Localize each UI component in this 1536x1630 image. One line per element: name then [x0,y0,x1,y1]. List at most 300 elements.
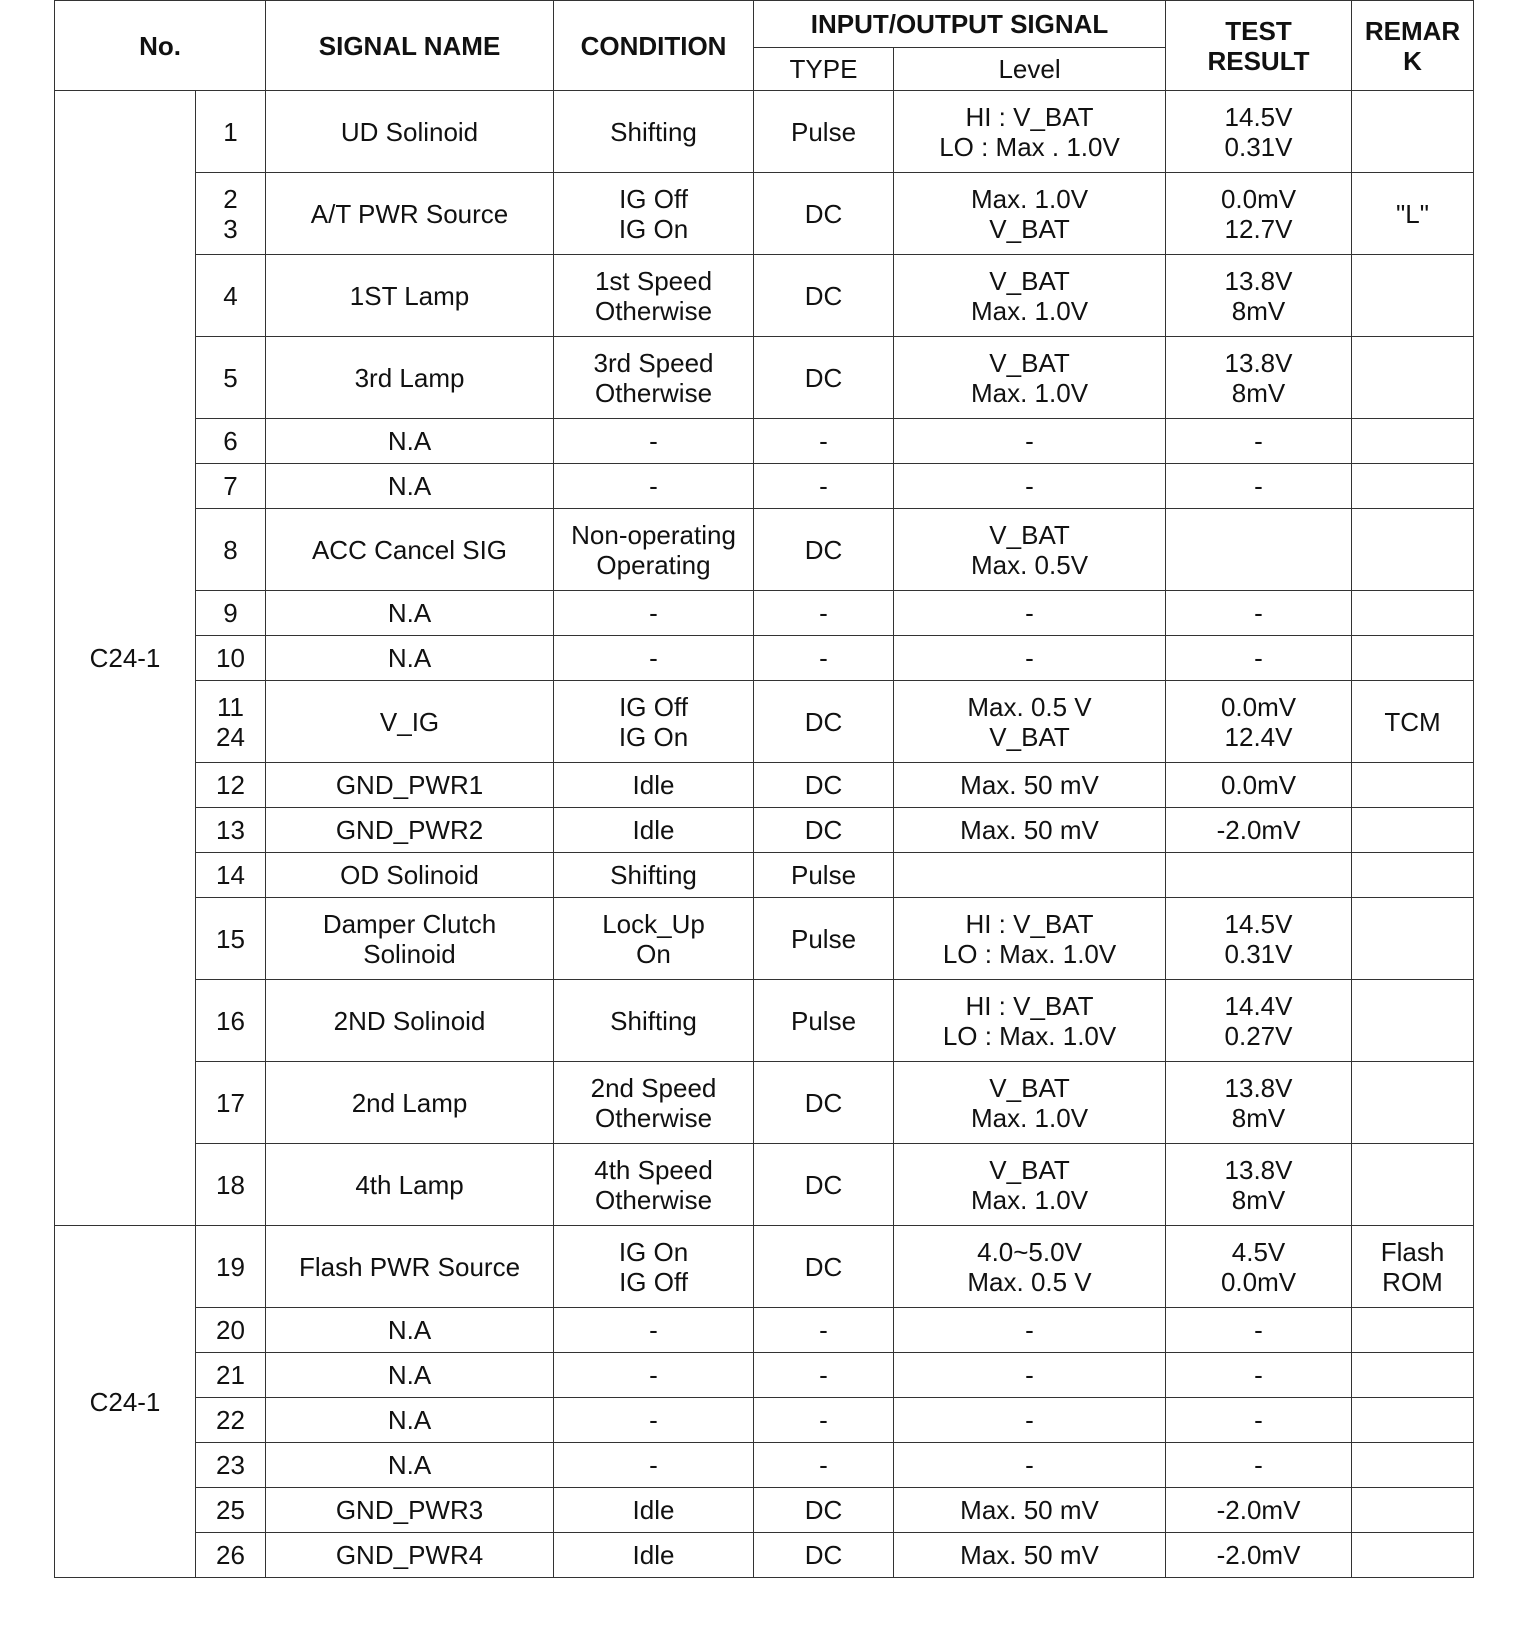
pin-number [196,255,266,337]
signal-name-line: 2nd Lamp [351,1087,468,1118]
remark [1352,91,1474,173]
signal-type: - [754,464,894,509]
signal-type: DC [754,337,894,419]
table-header [55,1,1474,91]
pin-number-line: 8 [223,534,238,565]
test-result-line: -2.0mV [1216,815,1301,845]
test-result [1166,808,1352,853]
condition [554,898,754,980]
test-result-line: 8mV [1231,1184,1286,1215]
signal-type: DC [754,1533,894,1578]
pin-number [196,1226,266,1308]
condition [554,1226,754,1308]
table-row [55,763,1474,808]
signal-name-line: Damper Clutch [322,908,497,939]
signal-name [266,337,554,419]
test-result-line: 13.8V [1224,1072,1293,1103]
signal-name-line: GND_PWR1 [335,770,484,800]
table-row [55,1488,1474,1533]
condition-line: IG On [618,721,689,752]
signal-name-line: 4th Lamp [355,1169,464,1200]
signal-name-line: 2ND Solinoid [333,1005,486,1036]
condition [554,591,754,636]
pin-number [196,1398,266,1443]
pin-number-line: 4 [223,280,238,311]
pin-number-line: 15 [216,923,245,954]
remark [1352,464,1474,509]
signal-type: - [754,636,894,681]
test-result-line: - [1254,1450,1263,1480]
remark [1352,853,1474,898]
signal-level [894,464,1166,509]
signal-name [266,636,554,681]
signal-level [894,1353,1166,1398]
pin-number [196,509,266,591]
table-row [55,681,1474,763]
signal-level-line: Max. 1.0V [970,1102,1089,1133]
signal-level [894,1144,1166,1226]
pin-number [196,591,266,636]
test-result [1166,91,1352,173]
signal-type: Pulse [754,980,894,1062]
condition-line: Idle [632,770,675,800]
table-row [55,1308,1474,1353]
pin-number-line: 14 [216,860,245,890]
pin-number [196,337,266,419]
pin-number-line: 22 [216,1405,245,1435]
signal-name [266,255,554,337]
test-result [1166,1308,1352,1353]
header-level: Level [894,48,1166,91]
remark [1352,808,1474,853]
table-row [55,1062,1474,1144]
signal-type: - [754,1443,894,1488]
signal-name-line: Solinoid [363,938,456,969]
signal-level-line: V_BAT [989,721,1070,752]
condition [554,255,754,337]
condition [554,681,754,763]
signal-level-line: Max. 1.0V [970,183,1089,214]
pin-number-line: 18 [216,1169,245,1200]
test-result-line: 12.7V [1224,213,1293,244]
signal-name [266,808,554,853]
header-remark-line: REMAR [1364,15,1461,46]
signal-type: - [754,1308,894,1353]
header-signal-name: SIGNAL NAME [266,1,554,91]
signal-name-line: 1ST Lamp [349,280,470,311]
condition [554,91,754,173]
test-result-line: -2.0mV [1216,1495,1301,1525]
signal-name-line: ACC Cancel SIG [311,534,508,565]
condition-line: Idle [632,1495,675,1525]
signal-level [894,853,1166,898]
signal-level-line: Max. 0.5 V [967,691,1092,722]
pin-number-line: 26 [216,1540,245,1570]
remark [1352,173,1474,255]
signal-level-line: HI : V_BAT [965,990,1094,1021]
test-result-line: 0.0mV [1220,691,1297,722]
signal-name-line: N.A [387,471,432,501]
test-result-line: 0.0mV [1220,183,1297,214]
test-result [1166,419,1352,464]
remark [1352,636,1474,681]
test-result [1166,1144,1352,1226]
signal-type: Pulse [754,91,894,173]
signal-level [894,1398,1166,1443]
signal-level [894,173,1166,255]
test-result-line: - [1254,1315,1263,1345]
pin-number [196,1443,266,1488]
table-row [55,636,1474,681]
condition [554,173,754,255]
condition-line: Otherwise [594,1102,713,1133]
signal-level-line: Max. 50 mV [960,770,1099,800]
pin-number-line: 19 [216,1251,245,1282]
condition-line: - [649,1450,658,1480]
condition [554,1308,754,1353]
signal-name-line: GND_PWR2 [335,815,484,845]
signal-name [266,1353,554,1398]
condition-line: - [649,1360,658,1390]
condition-line: Shifting [610,1005,697,1036]
signal-level-line: Max. 1.0V [970,377,1089,408]
signal-level [894,255,1166,337]
condition-line: 4th Speed [594,1154,713,1185]
condition-line: Idle [632,1540,675,1570]
condition-line: IG Off [619,691,688,722]
signal-level-line: - [1025,1315,1034,1345]
remark [1352,1353,1474,1398]
table-row [55,808,1474,853]
condition-line: 1st Speed [594,265,713,296]
signal-level [894,419,1166,464]
pin-number [196,1308,266,1353]
pin-number-line: 2 [223,183,238,214]
remark [1352,1488,1474,1533]
signal-level-line: LO : Max. 1.0V [942,938,1117,969]
condition-line: Operating [596,549,711,580]
pin-number [196,980,266,1062]
table-row [55,337,1474,419]
test-result-line: - [1254,1360,1263,1390]
test-result [1166,1226,1352,1308]
signal-name [266,91,554,173]
signal-level-line: V_BAT [989,1154,1070,1185]
condition [554,1533,754,1578]
signal-level-line: Max. 50 mV [960,815,1099,845]
condition-line: IG On [618,1236,689,1267]
signal-name [266,464,554,509]
test-result-line: 8mV [1231,377,1286,408]
table-row [55,1353,1474,1398]
header-test-result-line: RESULT [1207,45,1310,76]
remark-line: Flash [1380,1236,1445,1267]
test-result [1166,898,1352,980]
remark [1352,509,1474,591]
test-result [1166,255,1352,337]
signal-level-line: LO : Max . 1.0V [939,131,1120,162]
condition [554,853,754,898]
remark [1352,255,1474,337]
pin-number [196,173,266,255]
test-result [1166,1533,1352,1578]
remark [1352,1533,1474,1578]
signal-level-line: V_BAT [989,265,1070,296]
condition-line: - [649,1315,658,1345]
test-result [1166,853,1352,898]
test-result [1166,464,1352,509]
signal-name [266,1144,554,1226]
signal-level [894,1308,1166,1353]
pin-number-line: 9 [223,598,238,628]
header-test-result-line: TEST [1225,15,1292,46]
condition-line: Otherwise [594,377,713,408]
remark-line: ROM [1382,1266,1443,1297]
signal-level-line: Max. 0.5 V [967,1266,1092,1297]
condition-line: Otherwise [594,295,713,326]
condition [554,808,754,853]
remark [1352,1398,1474,1443]
signal-level-line: Max. 1.0V [970,1184,1089,1215]
signal-name [266,898,554,980]
remark [1352,1308,1474,1353]
signal-level [894,898,1166,980]
signal-type: DC [754,1144,894,1226]
signal-level-line: LO : Max. 1.0V [942,1020,1117,1051]
remark [1352,898,1474,980]
remark [1352,763,1474,808]
signal-name-line: N.A [387,643,432,673]
signal-name-line: OD Solinoid [340,860,479,890]
test-result-line: 14.5V [1224,908,1293,939]
pin-number-line: 11 [217,691,244,722]
signal-level [894,681,1166,763]
signal-level-line: - [1025,1405,1034,1435]
pin-number-line: 23 [216,1450,245,1480]
signal-name [266,763,554,808]
test-result-line: 0.0mV [1220,770,1297,800]
signal-name-line: N.A [387,426,432,456]
condition [554,1488,754,1533]
signal-level-line: - [1025,598,1034,628]
pin-number [196,1488,266,1533]
test-result-line: - [1254,471,1263,501]
signal-level [894,1062,1166,1144]
condition-line: Shifting [610,860,697,890]
table-row [55,255,1474,337]
table-row [55,173,1474,255]
signal-name-line: N.A [387,1405,432,1435]
signal-type: DC [754,1062,894,1144]
signal-name-line: V_IG [379,706,440,737]
signal-name [266,1533,554,1578]
signal-name [266,1443,554,1488]
signal-name-line: Flash PWR Source [298,1251,521,1282]
pin-number-line: 5 [223,362,238,393]
signal-type: - [754,1353,894,1398]
pin-number-line: 3 [223,213,238,244]
test-result-line: 12.4V [1224,721,1293,752]
signal-type: - [754,1398,894,1443]
pin-number-line: 24 [216,721,245,752]
table-row [55,1226,1474,1308]
condition-line: IG On [618,213,689,244]
signal-type: DC [754,1488,894,1533]
signal-name [266,419,554,464]
condition [554,1398,754,1443]
pin-number [196,1533,266,1578]
table-row [55,464,1474,509]
signal-type: - [754,419,894,464]
connector-group-label: C24-1 [55,91,196,1226]
condition-line: - [649,471,658,501]
pin-number-line: 1 [223,116,238,147]
condition-line: - [649,643,658,673]
condition-line: - [649,1405,658,1435]
signal-level-line: - [1025,471,1034,501]
signal-level [894,91,1166,173]
signal-level [894,1226,1166,1308]
remark [1352,681,1474,763]
signal-name-line: N.A [387,598,432,628]
header-remark-line: K [1403,45,1422,76]
test-result [1166,1443,1352,1488]
test-result-line: 13.8V [1224,1154,1293,1185]
signal-name-line: UD Solinoid [340,116,479,147]
test-result [1166,980,1352,1062]
test-result [1166,173,1352,255]
signal-level-line: Max. 50 mV [960,1540,1099,1570]
test-result-line: 13.8V [1224,265,1293,296]
pin-number [196,1353,266,1398]
condition-line: Shifting [610,116,697,147]
pin-number-line: 25 [216,1495,245,1525]
header-type: TYPE [754,48,894,91]
pin-number [196,808,266,853]
table-row [55,1144,1474,1226]
signal-type: - [754,591,894,636]
signal-type: DC [754,1226,894,1308]
signal-name-line: 3rd Lamp [354,362,465,393]
signal-name [266,980,554,1062]
header-no: No. [55,1,266,91]
signal-level [894,1488,1166,1533]
condition [554,1443,754,1488]
condition [554,1062,754,1144]
pin-number [196,636,266,681]
remark-line: TCM [1384,706,1441,737]
test-result-line: - [1254,1405,1263,1435]
signal-name [266,853,554,898]
condition [554,1144,754,1226]
pin-number [196,681,266,763]
pin-number [196,419,266,464]
remark [1352,591,1474,636]
condition [554,509,754,591]
signal-name [266,509,554,591]
pin-number-line: 7 [223,471,238,501]
remark [1352,419,1474,464]
test-result-line: 8mV [1231,295,1286,326]
table-row [55,1443,1474,1488]
signal-type: DC [754,509,894,591]
table-row [55,1533,1474,1578]
pin-number-line: 17 [216,1087,245,1118]
table-row [55,853,1474,898]
condition-line: Lock_Up [602,908,705,939]
pin-number [196,464,266,509]
pin-number-line: 16 [216,1005,245,1036]
header-condition: CONDITION [554,1,754,91]
header-remark [1352,1,1474,91]
signal-level-line: V_BAT [989,1072,1070,1103]
test-result [1166,1398,1352,1443]
pin-number-line: 12 [216,770,245,800]
signal-test-sheet [54,0,1474,1578]
remark [1352,337,1474,419]
test-result [1166,1062,1352,1144]
condition [554,636,754,681]
test-result [1166,591,1352,636]
test-result-line: 13.8V [1224,347,1293,378]
condition-line: IG Off [619,1266,688,1297]
condition [554,419,754,464]
pin-number-line: 13 [216,815,245,845]
signal-name [266,681,554,763]
pin-number-line: 20 [216,1315,245,1345]
signal-name [266,1062,554,1144]
test-result [1166,763,1352,808]
signal-level [894,337,1166,419]
remark [1352,1144,1474,1226]
signal-level-line: - [1025,643,1034,673]
condition-line: IG Off [619,183,688,214]
signal-level-line: V_BAT [989,213,1070,244]
signal-type: DC [754,681,894,763]
signal-name [266,591,554,636]
table-row [55,591,1474,636]
remark [1352,980,1474,1062]
test-result [1166,337,1352,419]
signal-type: DC [754,255,894,337]
signal-level-line: - [1025,1450,1034,1480]
condition [554,1353,754,1398]
remark-line: "L" [1396,198,1429,229]
signal-level [894,980,1166,1062]
test-result-line: 14.4V [1224,990,1293,1021]
pin-number [196,763,266,808]
table-body [55,91,1474,1578]
signal-level-line: - [1025,426,1034,456]
signal-name [266,173,554,255]
signal-name-line: GND_PWR4 [335,1540,484,1570]
test-result [1166,681,1352,763]
condition [554,763,754,808]
condition-line: Idle [632,815,675,845]
test-result-line: -2.0mV [1216,1540,1301,1570]
signal-level-line: Max. 50 mV [960,1495,1099,1525]
test-result-line: 0.27V [1224,1020,1293,1051]
signal-name [266,1398,554,1443]
test-result-line: 0.31V [1224,938,1293,969]
signal-level-line: 4.0~5.0V [977,1236,1082,1267]
signal-level-line: Max. 0.5V [970,549,1089,580]
signal-level [894,763,1166,808]
signal-level [894,591,1166,636]
test-result [1166,509,1352,591]
condition-line: 3rd Speed [593,347,714,378]
signal-level [894,1533,1166,1578]
